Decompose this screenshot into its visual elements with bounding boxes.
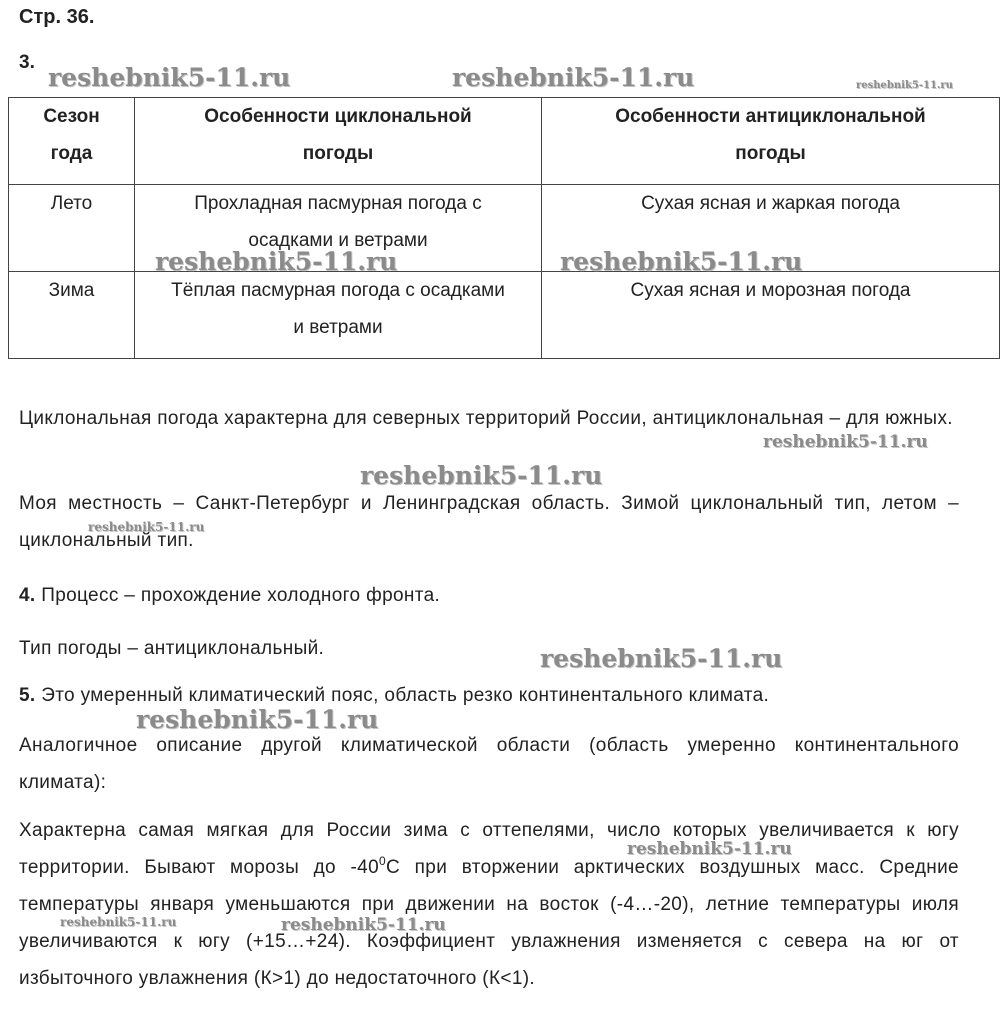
cell-cyclonic: Прохладная пасмурная погода с осадками и ветрами: [135, 185, 542, 272]
weather-table: [8, 97, 1000, 359]
header-cyclonic: Особенности циклональной погоды: [135, 98, 542, 185]
task-5-analog: Аналогичное описание другой климатической области (область умеренно континентального климата):: [19, 735, 959, 793]
task-4-number: 4.: [19, 585, 36, 606]
cell-season: Лето: [9, 185, 135, 272]
watermark: reshebnik5-11.ru: [856, 80, 953, 91]
table-header-row: [9, 98, 1000, 185]
task-4-weather-type: Тип погоды – антициклональный.: [19, 638, 325, 659]
cell-anticyclonic: Сухая ясная и морозная погода: [542, 272, 1000, 359]
watermark: reshebnik5-11.ru: [88, 520, 205, 534]
task-5-intro: 5. Это умеренный климатический пояс, область резко континентального климата.: [19, 685, 770, 706]
watermark: reshebnik5-11.ru: [48, 63, 291, 92]
watermark: reshebnik5-11.ru: [540, 644, 783, 673]
task-3-paragraph-1: Циклональная погода характерна для северных территорий России, антициклональная – для южных.: [19, 408, 953, 429]
watermark: reshebnik5-11.ru: [360, 461, 603, 490]
header-anticyclonic: Особенности антициклональной погоды: [542, 98, 1000, 185]
watermark: reshebnik5-11.ru: [452, 63, 695, 92]
watermark: reshebnik5-11.ru: [627, 839, 792, 859]
task-3-paragraph-2: Моя местность – Санкт-Петербург и Ленинградская область. Зимой циклональный тип, летом – циклональный тип.: [19, 493, 959, 551]
table-row: [9, 272, 1000, 359]
watermark: reshebnik5-11.ru: [136, 705, 379, 734]
cell-anticyclonic: Сухая ясная и жаркая погода: [542, 185, 1000, 272]
task-5-description: Характерна самая мягкая для России зима с оттепелями, число которых увеличивается к югу территории. Бывают морозы до $-40^0С$ при вторжении арктических воздушных масс. Средние температуры января уменьшаются при движении на восток (-4…-20), летние температуры июля увеличиваются к югу (+15…+24). Коэффициент увлажнения изменяется с севера на юг от избыточного увлажнения (К>1) до недостаточного (К<1).: [19, 820, 959, 989]
cell-cyclonic: Тёплая пасмурная погода с осадками и ветрами: [135, 272, 542, 359]
task-3-number: 3.: [19, 52, 35, 73]
task-5-number: 5.: [19, 685, 36, 706]
watermark: reshebnik5-11.ru: [560, 247, 803, 276]
watermark: reshebnik5-11.ru: [763, 432, 928, 452]
header-season: Сезон года: [9, 98, 135, 185]
page-title: Стр. 36.: [19, 6, 95, 28]
watermark: reshebnik5-11.ru: [281, 915, 446, 935]
watermark: reshebnik5-11.ru: [155, 247, 398, 276]
task-4-process: 4. Процесс – прохождение холодного фронта.: [19, 585, 441, 606]
watermark: reshebnik5-11.ru: [60, 915, 177, 929]
cell-season: Зима: [9, 272, 135, 359]
